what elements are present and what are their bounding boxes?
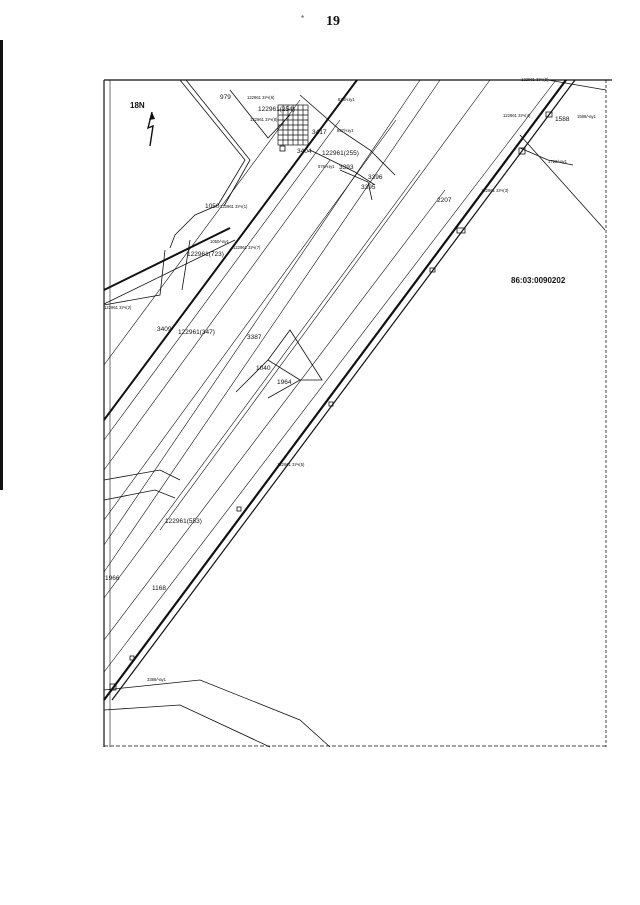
north-arrow-icon [148, 112, 155, 146]
label-1966: 1966 [105, 575, 120, 582]
label-2207: 2207 [437, 197, 452, 204]
map-labels [104, 77, 597, 682]
label-1588: 1588 [555, 116, 570, 123]
parcel-boundaries [104, 80, 606, 747]
label-1588-zone: 1588/чзу1 [577, 114, 596, 119]
label-1964: 1964 [277, 379, 292, 386]
label-3396: 3396 [368, 174, 383, 181]
label-3393: 3393 [339, 164, 354, 171]
label-parcel-553: 122961(553) [165, 518, 202, 525]
label-838: 838/чзу1 [338, 97, 355, 102]
label-top-right-ref: 122961 3Уч(9) [521, 77, 549, 82]
label-3395: 3395 [361, 184, 376, 191]
label-676: 676/чзу1 [318, 164, 335, 169]
label-3404: 3404 [297, 148, 312, 155]
label-1050: 1050 [205, 203, 220, 210]
label-723-ref: 122961 3Уч(7) [233, 245, 261, 250]
map-frame [104, 80, 612, 747]
label-top-ref-2: 122961 3Уч(8) [250, 117, 278, 122]
label-1168: 1168 [152, 585, 166, 592]
label-1050-ref: 122961 3Уч(1) [220, 204, 248, 209]
label-3386: 3386/чзу1 [147, 677, 166, 682]
label-right-mid-ref: 122961 3Уч(3) [481, 188, 509, 193]
label-top-ref-1: 122961 3Уч(6) [247, 95, 275, 100]
north-label: 18N [130, 101, 145, 110]
label-837: 837/чзу1 [337, 128, 354, 133]
label-parcel-255: 122961(255) [322, 150, 359, 157]
cadastral-block-number: 86:03:0090202 [511, 276, 566, 285]
label-979: 979 [220, 94, 231, 101]
label-3387: 3387 [247, 334, 262, 341]
label-3409: 3409 [157, 326, 172, 333]
page-number: 19 [326, 14, 340, 29]
road-corridor [104, 80, 575, 700]
label-left-ref: 122961 3Уч(2) [104, 305, 132, 310]
label-right-ref-a: 122961 3Уч(4) [503, 113, 531, 118]
page-mark: * [301, 14, 305, 23]
label-parcel-254: 122961(254) [258, 106, 295, 113]
label-center-ref: 122961 3Уч(5) [277, 462, 305, 467]
label-parcel-723: 122961(723) [187, 251, 224, 258]
label-3417: 3417 [312, 129, 327, 136]
label-1722: 1722/чзу1 [548, 159, 567, 164]
label-parcel-347: 122961(347) [178, 329, 215, 336]
label-1040: 1040 [256, 365, 271, 372]
label-1050-zone: 1050/чзу1 [210, 239, 229, 244]
